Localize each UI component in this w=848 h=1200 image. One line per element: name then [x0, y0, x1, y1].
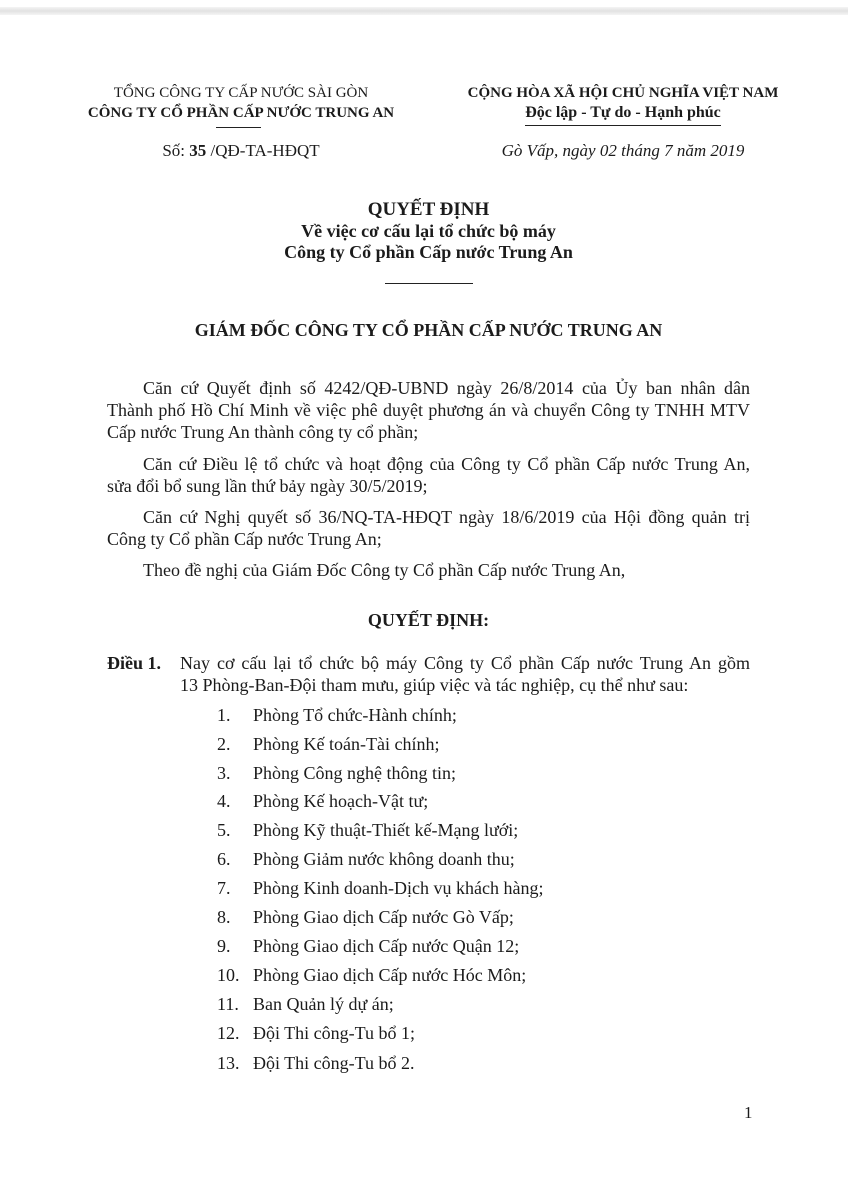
- list-item-number: 5.: [217, 820, 231, 840]
- recital-line: Căn cứ Điều lệ tổ chức và hoạt động của Công ty Cổ phần Cấp nước Trung An,: [143, 454, 750, 474]
- recital-line: Theo đề nghị của Giám Đốc Công ty Cổ phần Cấp nước Trung An,: [143, 560, 626, 580]
- place-and-date: Gò Vấp, ngày 02 tháng 7 năm 2019: [501, 141, 745, 160]
- issuing-authority: GIÁM ĐỐC CÔNG TY CỔ PHẦN CẤP NƯỚC TRUNG AN: [194, 320, 663, 340]
- decision-heading: QUYẾT ĐỊNH:: [367, 610, 490, 630]
- list-item-text: Phòng Công nghệ thông tin;: [253, 763, 457, 783]
- list-item: [217, 935, 519, 957]
- list-item-text: Đội Thi công-Tu bổ 2.: [253, 1053, 415, 1073]
- recital-line: Công ty Cổ phần Cấp nước Trung An;: [107, 529, 382, 549]
- list-item: [217, 993, 394, 1015]
- list-item-number: 1.: [217, 705, 231, 725]
- recital-line: Thành phố Hồ Chí Minh về việc phê duyệt phương án và chuyển Công ty TNHH MTV: [107, 400, 750, 420]
- subject-line: Về việc cơ cấu lại tổ chức bộ máy: [301, 221, 556, 241]
- document-number-suffix: /QĐ-TA-HĐQT: [210, 141, 320, 160]
- national-title: CỘNG HÒA XÃ HỘI CHỦ NGHĨA VIỆT NAM: [467, 85, 779, 101]
- recital-line: Căn cứ Quyết định số 4242/QĐ-UBND ngày 26/8/2014 của Ủy ban nhân dân: [143, 378, 750, 398]
- document-number-prefix: Số:: [162, 141, 186, 160]
- recital-line: Cấp nước Trung An thành công ty cổ phần;: [107, 422, 419, 442]
- motto-wrapper: [423, 103, 823, 126]
- list-item-text: Phòng Giao dịch Cấp nước Hóc Môn;: [253, 965, 527, 985]
- list-item-number: 4.: [217, 791, 231, 811]
- article-line: Nay cơ cấu lại tổ chức bộ máy Công ty Cổ phần Cấp nước Trung An gồm: [180, 653, 750, 673]
- list-item-number: 11.: [217, 994, 239, 1014]
- scan-edge: [0, 7, 848, 15]
- list-item: [217, 1052, 415, 1074]
- list-item-text: Phòng Giao dịch Cấp nước Gò Vấp;: [253, 907, 514, 927]
- list-item: [217, 704, 457, 726]
- article-line: 13 Phòng-Ban-Đội tham mưu, giúp việc và tác nghiệp, cụ thể như sau:: [180, 675, 689, 695]
- list-item-text: Phòng Kỹ thuật-Thiết kế-Mạng lưới;: [253, 820, 519, 840]
- list-item-number: 8.: [217, 907, 231, 927]
- list-item: [217, 906, 514, 928]
- issuing-organization: CÔNG TY CỔ PHẦN CẤP NƯỚC TRUNG AN: [87, 105, 395, 121]
- list-item-text: Ban Quản lý dự án;: [253, 994, 394, 1014]
- list-item-text: Phòng Giao dịch Cấp nước Quận 12;: [253, 936, 520, 956]
- list-item-number: 6.: [217, 849, 231, 869]
- recital-line: sửa đổi bổ sung lần thứ bảy ngày 30/5/2019;: [107, 476, 428, 496]
- list-item: [217, 848, 515, 870]
- national-motto: Độc lập - Tự do - Hạnh phúc: [525, 103, 721, 126]
- list-item-number: 10.: [217, 965, 240, 985]
- list-item-number: 12.: [217, 1023, 240, 1043]
- document-number-value: 35: [189, 141, 207, 160]
- list-item-text: Phòng Giảm nước không doanh thu;: [253, 849, 515, 869]
- title-divider: [385, 283, 473, 284]
- list-item: [217, 964, 526, 986]
- list-item-text: Phòng Tổ chức-Hành chính;: [253, 705, 457, 725]
- list-item-number: 2.: [217, 734, 231, 754]
- list-item-number: 7.: [217, 878, 231, 898]
- list-item: [217, 790, 428, 812]
- list-item: [217, 733, 439, 755]
- list-item: [217, 877, 543, 899]
- list-item-text: Đội Thi công-Tu bổ 1;: [253, 1023, 416, 1043]
- list-item: [217, 1022, 415, 1044]
- org-underline: [216, 127, 261, 128]
- subject-line: Công ty Cổ phần Cấp nước Trung An: [284, 242, 573, 262]
- list-item: [217, 819, 518, 841]
- list-item-number: 3.: [217, 763, 231, 783]
- document-type: QUYẾT ĐỊNH: [367, 199, 490, 220]
- list-item-number: 9.: [217, 936, 231, 956]
- page-number: 1: [744, 1103, 753, 1122]
- list-item: [217, 762, 456, 784]
- parent-organization: TỔNG CÔNG TY CẤP NƯỚC SÀI GÒN: [113, 85, 369, 101]
- recital-line: Căn cứ Nghị quyết số 36/NQ-TA-HĐQT ngày 18/6/2019 của Hội đồng quản trị: [143, 507, 750, 527]
- list-item-number: 13.: [217, 1053, 240, 1073]
- article-label: Điều 1.: [107, 653, 161, 673]
- document-number: [41, 140, 441, 162]
- list-item-text: Phòng Kinh doanh-Dịch vụ khách hàng;: [253, 878, 544, 898]
- list-item-text: Phòng Kế toán-Tài chính;: [253, 734, 440, 754]
- list-item-text: Phòng Kế hoạch-Vật tư;: [253, 791, 429, 811]
